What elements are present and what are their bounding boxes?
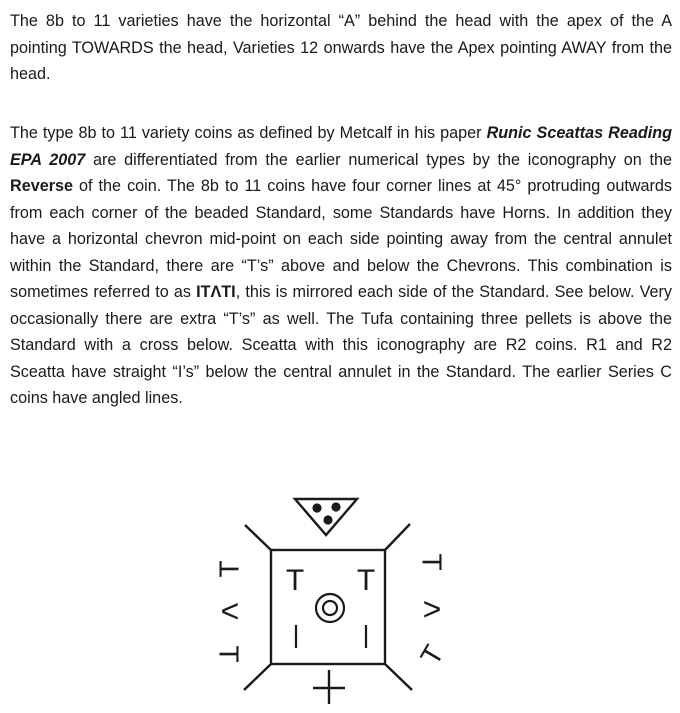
right-side-letters: [414, 553, 449, 670]
tufa-pellet-bottom: [323, 515, 332, 524]
intro-paragraph: [10, 8, 672, 88]
inner-letter-left: T: [285, 564, 305, 597]
corner-line-bottom-left: [244, 664, 271, 690]
left-side-bottom-t: T: [213, 645, 245, 663]
left-side-chevron: <: [220, 593, 240, 629]
right-side-chevron: >: [422, 591, 442, 627]
intro-text: The 8b to 11 varieties have the horizontal “A” behind the head with the apex of the A pointing TOWARDS the head, Varieties 12 onwards have the Apex pointing AWAY from the head.: [10, 12, 672, 83]
corner-line-bottom-right: [385, 664, 412, 690]
tufa: [295, 499, 357, 535]
annulet-inner-ring: [323, 601, 337, 615]
left-side-letters: [214, 560, 245, 662]
description-text-2: are differentiated from the earlier numerical types by the iconography on the: [85, 150, 672, 169]
tufa-pellet-left: [312, 503, 321, 512]
description-paragraph: [10, 120, 672, 412]
tufa-pellet-right: [331, 502, 340, 511]
corner-line-top-right: [385, 524, 410, 550]
reverse-term: Reverse: [10, 177, 74, 195]
cross: [313, 670, 345, 704]
paper-title: Runic Sceattas Reading EPA 2007: [10, 124, 672, 169]
right-side-bottom-t: T: [414, 639, 450, 671]
description-text-3: of the coin. The 8b to 11 coins have four corner lines at 45° protruding outwards from each corner of the beaded Standard, some Standards have Horns. In addition they have a horizontal chevron mid-point on each side pointing away from the central annulet within the Standard, there are “T’s” above and below the Chevrons. This combination is sometimes referred to as: [10, 177, 672, 301]
description-text-4: , this is mirrored each side of the Standard. See below. Very occasionally there are extra “T’s” as well. The Tufa containing three pellets is above the Standard with a cross below. Sceatta with this iconography are R2 coins. R1 and R2 Sceatta have straight “I’s” below the central annulet in the Standard. The earlier Series C coins have angled lines.: [10, 283, 672, 407]
central-annulet: [316, 594, 344, 622]
inner-letter-right: T: [356, 564, 376, 597]
description-text-1: The type 8b to 11 variety coins as defined by Metcalf in his paper: [10, 124, 487, 142]
right-side-top-t: T: [416, 553, 448, 571]
corner-line-top-left: [245, 525, 271, 550]
annulet-outer-ring: [316, 594, 344, 622]
itati-term: ITΛTI: [196, 283, 236, 301]
left-side-top-t: T: [213, 560, 245, 578]
coin-reverse-diagram: [0, 478, 680, 713]
